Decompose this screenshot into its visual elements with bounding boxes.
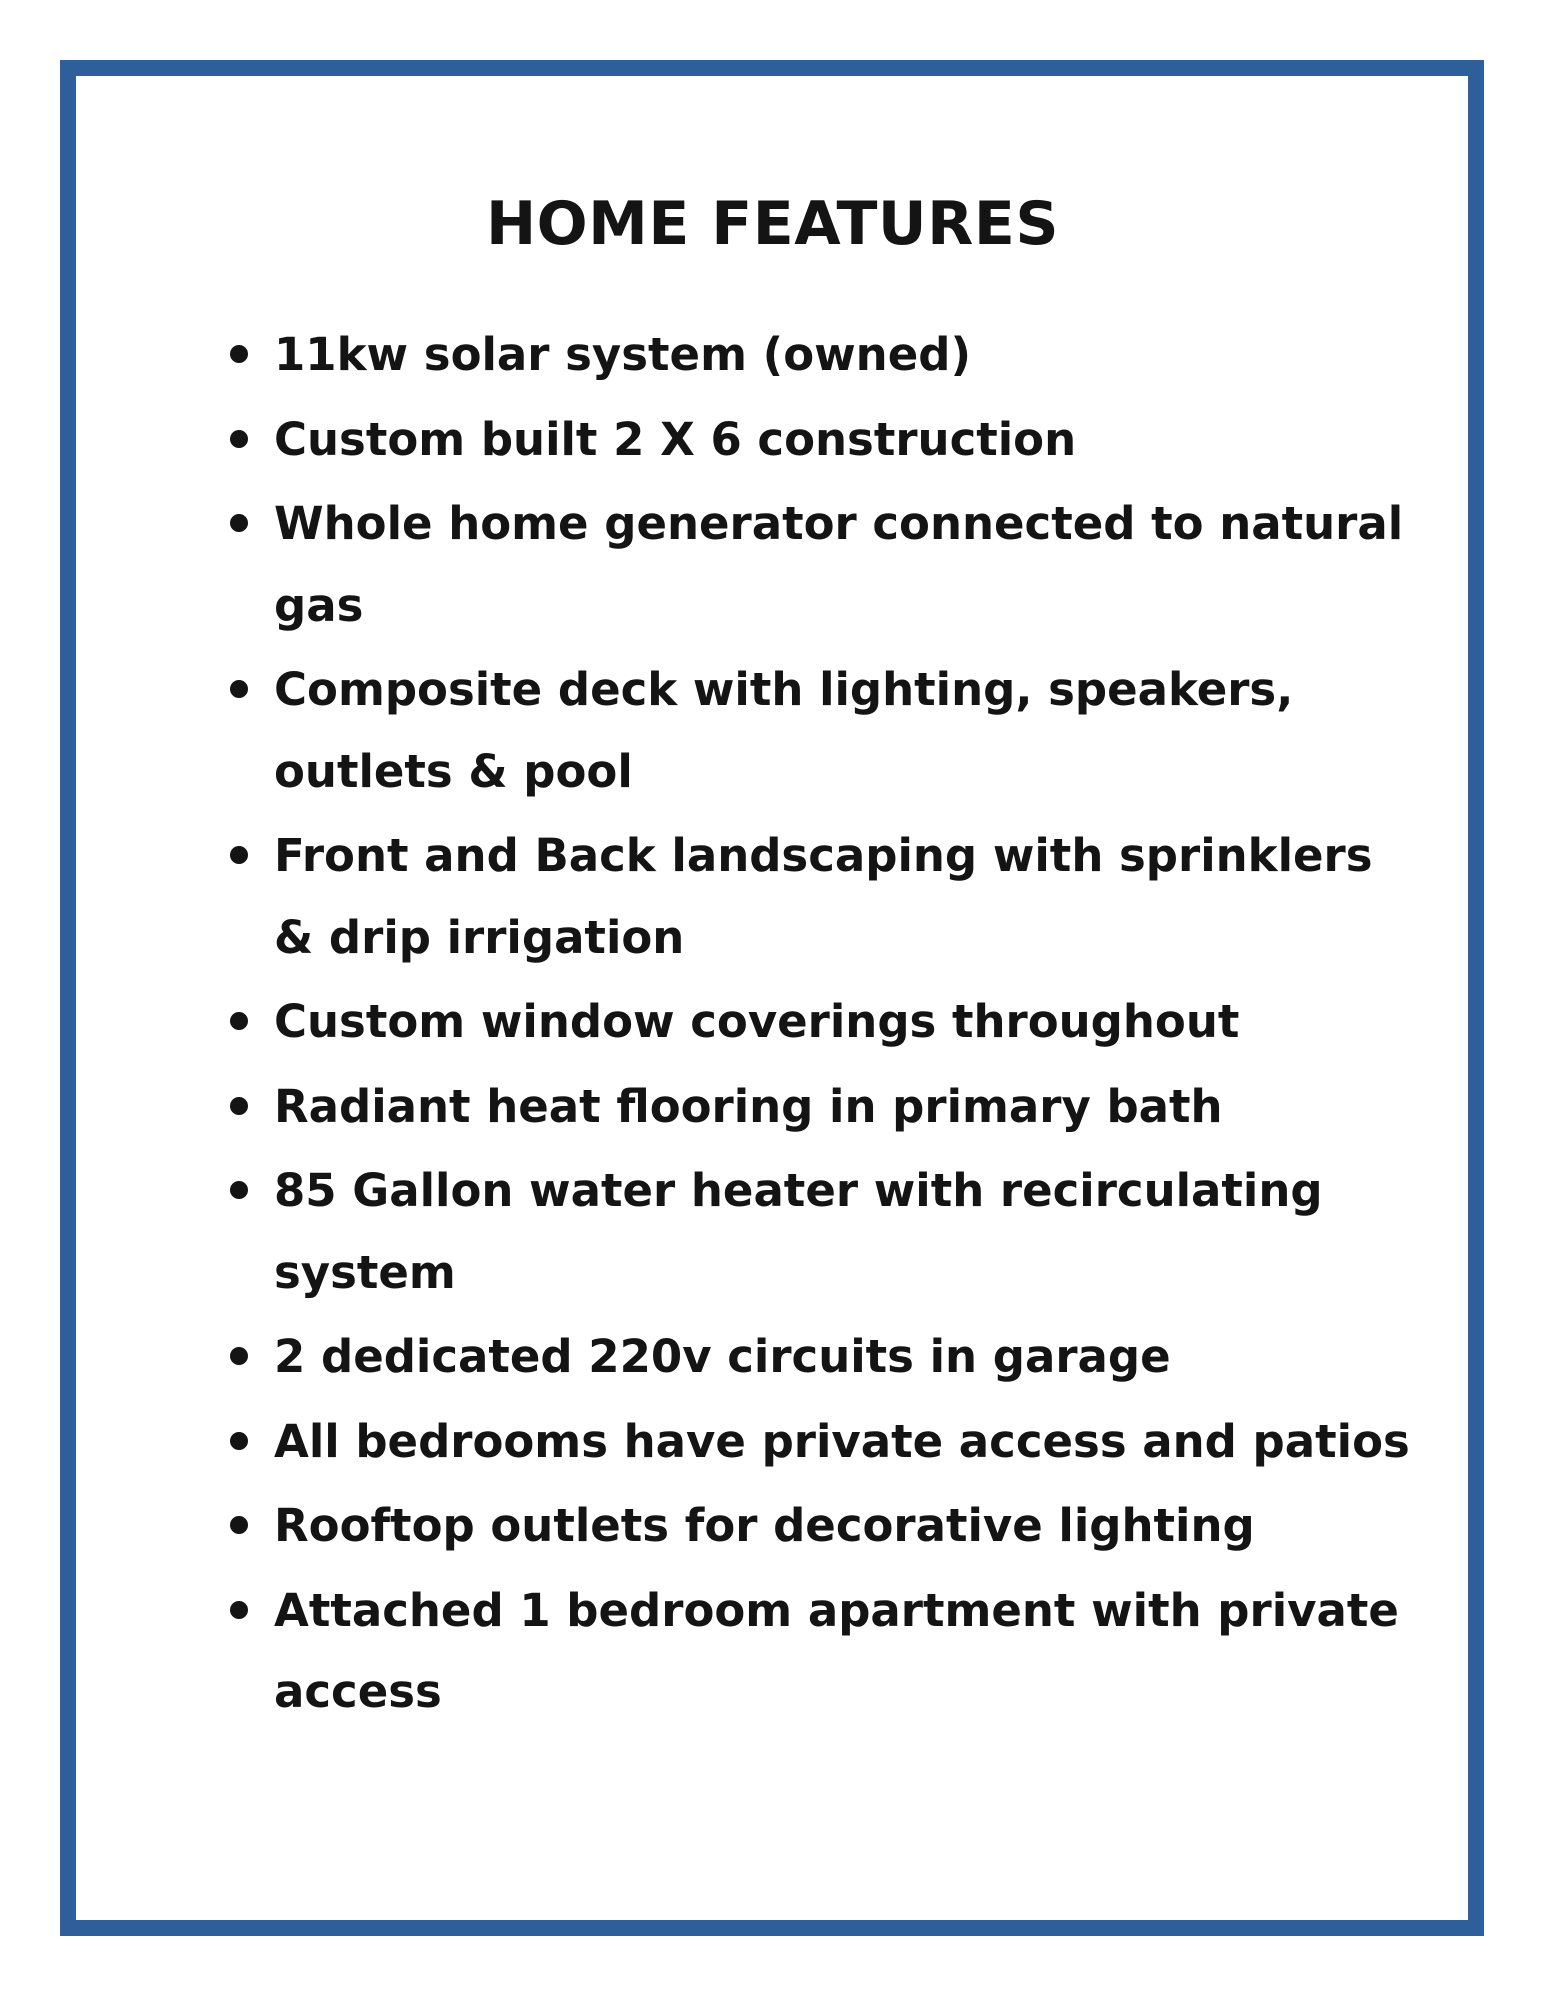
bullet-icon: [230, 846, 248, 864]
bullet-icon: [230, 1097, 248, 1115]
feature-text: Rooftop outlets for decorative lighting: [274, 1499, 1255, 1552]
feature-item: [230, 1570, 1410, 1733]
features-list: [230, 314, 1410, 1736]
bullet-icon: [230, 514, 248, 532]
feature-item: [230, 483, 1410, 646]
bullet-icon: [230, 1601, 248, 1619]
feature-item: [230, 1401, 1410, 1483]
feature-text: 11kw solar system (owned): [274, 328, 972, 381]
page-title: HOME FEATURES: [485, 189, 1060, 259]
feature-item: [230, 649, 1410, 812]
feature-item: [230, 1316, 1410, 1398]
feature-item: [230, 815, 1410, 978]
feature-item: [230, 399, 1410, 481]
feature-text: Custom built 2 X 6 construction: [274, 412, 1077, 466]
feature-item: [230, 1485, 1410, 1567]
feature-text: 85 Gallon water heater with recirculating system: [274, 1164, 1323, 1299]
bullet-icon: [230, 430, 248, 448]
bullet-icon: [230, 1012, 248, 1030]
bullet-icon: [230, 1516, 248, 1534]
feature-item: [230, 1150, 1410, 1313]
feature-item: [230, 981, 1410, 1063]
bullet-icon: [230, 1347, 248, 1365]
feature-text: Front and Back landscaping with sprinklers & drip irrigation: [274, 829, 1373, 964]
feature-text: Radiant heat flooring in primary bath: [274, 1079, 1223, 1133]
bullet-icon: [230, 1181, 248, 1199]
feature-text: Custom window coverings throughout: [274, 995, 1240, 1048]
feature-text: All bedrooms have private access and patios: [274, 1414, 1410, 1468]
feature-item: [230, 1066, 1410, 1148]
feature-text: 2 dedicated 220v circuits in garage: [274, 1330, 1171, 1383]
bullet-icon: [230, 680, 248, 698]
bullet-icon: [230, 345, 248, 363]
bullet-icon: [230, 1432, 248, 1450]
feature-text: Whole home generator connected to natural gas: [274, 497, 1404, 632]
feature-text: Attached 1 bedroom apartment with private access: [274, 1583, 1399, 1718]
feature-text: Composite deck with lighting, speakers, outlets & pool: [274, 663, 1294, 798]
feature-item: [230, 314, 1410, 396]
